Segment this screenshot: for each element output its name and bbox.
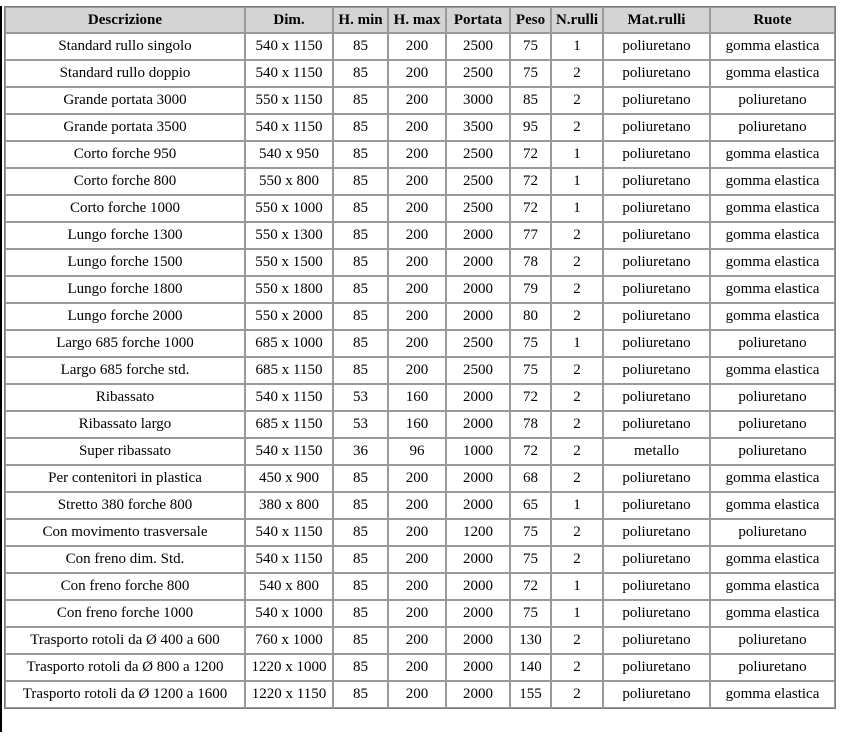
cell-h-min: 85 [333, 492, 388, 519]
cell-peso: 72 [510, 573, 551, 600]
cell-ruote: gomma elastica [710, 492, 835, 519]
cell-descrizione: Lungo forche 1300 [5, 222, 245, 249]
cell-peso: 75 [510, 330, 551, 357]
cell-mat-rulli: poliuretano [603, 384, 710, 411]
cell-peso: 140 [510, 654, 551, 681]
column-header-ruote: Ruote [710, 7, 835, 33]
cell-ruote: gomma elastica [710, 249, 835, 276]
cell-peso: 75 [510, 357, 551, 384]
cell-mat-rulli: poliuretano [603, 195, 710, 222]
cell-descrizione: Corto forche 1000 [5, 195, 245, 222]
cell-dim: 550 x 1000 [245, 195, 333, 222]
column-header-mat-rulli: Mat.rulli [603, 7, 710, 33]
cell-dim: 550 x 1500 [245, 249, 333, 276]
cell-h-min: 36 [333, 438, 388, 465]
cell-h-max: 200 [388, 33, 446, 60]
table-row [5, 276, 835, 303]
cell-n-rulli: 2 [551, 519, 603, 546]
cell-h-max: 200 [388, 60, 446, 87]
cell-descrizione: Super ribassato [5, 438, 245, 465]
cell-dim: 540 x 1150 [245, 438, 333, 465]
table-row [5, 384, 835, 411]
cell-portata: 3500 [446, 114, 510, 141]
cell-peso: 72 [510, 438, 551, 465]
cell-dim: 550 x 800 [245, 168, 333, 195]
cell-portata: 2000 [446, 492, 510, 519]
cell-h-max: 200 [388, 600, 446, 627]
cell-portata: 2500 [446, 357, 510, 384]
cell-ruote: gomma elastica [710, 168, 835, 195]
cell-n-rulli: 2 [551, 546, 603, 573]
cell-descrizione: Trasporto rotoli da Ø 400 a 600 [5, 627, 245, 654]
cell-portata: 3000 [446, 87, 510, 114]
cell-portata: 2000 [446, 627, 510, 654]
cell-dim: 685 x 1150 [245, 357, 333, 384]
cell-ruote: gomma elastica [710, 600, 835, 627]
cell-ruote: poliuretano [710, 384, 835, 411]
cell-ruote: gomma elastica [710, 546, 835, 573]
cell-ruote: poliuretano [710, 627, 835, 654]
cell-dim: 685 x 1150 [245, 411, 333, 438]
cell-h-min: 85 [333, 600, 388, 627]
table-row [5, 114, 835, 141]
cell-peso: 68 [510, 465, 551, 492]
column-header-n-rulli: N.rulli [551, 7, 603, 33]
cell-descrizione: Corto forche 950 [5, 141, 245, 168]
cell-n-rulli: 1 [551, 600, 603, 627]
cell-descrizione: Trasporto rotoli da Ø 800 a 1200 [5, 654, 245, 681]
cell-peso: 80 [510, 303, 551, 330]
cell-descrizione: Per contenitori in plastica [5, 465, 245, 492]
table-row [5, 546, 835, 573]
cell-ruote: poliuretano [710, 330, 835, 357]
table-row [5, 87, 835, 114]
cell-n-rulli: 2 [551, 249, 603, 276]
cell-mat-rulli: poliuretano [603, 465, 710, 492]
cell-h-min: 53 [333, 384, 388, 411]
table-row [5, 654, 835, 681]
cell-mat-rulli: poliuretano [603, 168, 710, 195]
cell-dim: 540 x 800 [245, 573, 333, 600]
cell-h-min: 85 [333, 654, 388, 681]
cell-descrizione: Con freno forche 1000 [5, 600, 245, 627]
cell-n-rulli: 1 [551, 33, 603, 60]
cell-portata: 1000 [446, 438, 510, 465]
left-edge-border [0, 6, 2, 732]
cell-dim: 540 x 1150 [245, 546, 333, 573]
cell-descrizione: Largo 685 forche std. [5, 357, 245, 384]
table-row [5, 519, 835, 546]
cell-dim: 450 x 900 [245, 465, 333, 492]
cell-dim: 540 x 1150 [245, 519, 333, 546]
cell-h-max: 200 [388, 546, 446, 573]
cell-n-rulli: 2 [551, 465, 603, 492]
table-row [5, 330, 835, 357]
cell-ruote: gomma elastica [710, 222, 835, 249]
cell-h-max: 200 [388, 222, 446, 249]
cell-mat-rulli: poliuretano [603, 573, 710, 600]
cell-h-max: 200 [388, 276, 446, 303]
cell-portata: 2000 [446, 600, 510, 627]
cell-dim: 550 x 1800 [245, 276, 333, 303]
cell-peso: 95 [510, 114, 551, 141]
cell-dim: 1220 x 1000 [245, 654, 333, 681]
cell-portata: 2500 [446, 168, 510, 195]
cell-descrizione: Trasporto rotoli da Ø 1200 a 1600 [5, 681, 245, 708]
cell-n-rulli: 1 [551, 330, 603, 357]
column-header-h-max: H. max [388, 7, 446, 33]
cell-n-rulli: 2 [551, 357, 603, 384]
cell-peso: 75 [510, 33, 551, 60]
column-header-h-min: H. min [333, 7, 388, 33]
cell-h-max: 160 [388, 411, 446, 438]
cell-h-max: 200 [388, 303, 446, 330]
cell-peso: 130 [510, 627, 551, 654]
cell-n-rulli: 2 [551, 222, 603, 249]
cell-n-rulli: 1 [551, 168, 603, 195]
cell-mat-rulli: poliuretano [603, 303, 710, 330]
cell-ruote: gomma elastica [710, 33, 835, 60]
table-row [5, 492, 835, 519]
table-row [5, 33, 835, 60]
cell-h-min: 85 [333, 168, 388, 195]
cell-mat-rulli: poliuretano [603, 600, 710, 627]
cell-dim: 380 x 800 [245, 492, 333, 519]
cell-dim: 540 x 950 [245, 141, 333, 168]
cell-peso: 72 [510, 195, 551, 222]
cell-h-min: 85 [333, 627, 388, 654]
cell-ruote: gomma elastica [710, 195, 835, 222]
cell-h-min: 85 [333, 357, 388, 384]
table-row [5, 141, 835, 168]
cell-h-max: 200 [388, 573, 446, 600]
cell-peso: 75 [510, 519, 551, 546]
cell-dim: 540 x 1150 [245, 114, 333, 141]
cell-n-rulli: 1 [551, 141, 603, 168]
cell-n-rulli: 2 [551, 438, 603, 465]
cell-n-rulli: 2 [551, 60, 603, 87]
cell-mat-rulli: poliuretano [603, 87, 710, 114]
cell-portata: 2000 [446, 465, 510, 492]
cell-ruote: gomma elastica [710, 573, 835, 600]
cell-peso: 79 [510, 276, 551, 303]
cell-n-rulli: 2 [551, 384, 603, 411]
cell-mat-rulli: poliuretano [603, 492, 710, 519]
cell-descrizione: Grande portata 3000 [5, 87, 245, 114]
cell-peso: 78 [510, 249, 551, 276]
cell-portata: 2000 [446, 546, 510, 573]
cell-h-max: 200 [388, 519, 446, 546]
cell-peso: 77 [510, 222, 551, 249]
cell-mat-rulli: poliuretano [603, 222, 710, 249]
cell-dim: 760 x 1000 [245, 627, 333, 654]
cell-mat-rulli: poliuretano [603, 519, 710, 546]
cell-peso: 75 [510, 546, 551, 573]
cell-h-min: 85 [333, 276, 388, 303]
table-header-row [5, 7, 835, 33]
cell-h-min: 85 [333, 114, 388, 141]
cell-peso: 78 [510, 411, 551, 438]
cell-ruote: gomma elastica [710, 357, 835, 384]
cell-descrizione: Ribassato largo [5, 411, 245, 438]
table-row [5, 627, 835, 654]
cell-h-min: 85 [333, 681, 388, 708]
cell-dim: 550 x 1150 [245, 87, 333, 114]
cell-portata: 2500 [446, 195, 510, 222]
cell-ruote: gomma elastica [710, 681, 835, 708]
cell-h-min: 85 [333, 60, 388, 87]
cell-n-rulli: 2 [551, 114, 603, 141]
cell-h-max: 200 [388, 465, 446, 492]
cell-mat-rulli: poliuretano [603, 114, 710, 141]
cell-mat-rulli: poliuretano [603, 627, 710, 654]
cell-dim: 685 x 1000 [245, 330, 333, 357]
cell-descrizione: Lungo forche 1500 [5, 249, 245, 276]
cell-peso: 72 [510, 141, 551, 168]
cell-portata: 2000 [446, 411, 510, 438]
cell-mat-rulli: poliuretano [603, 546, 710, 573]
column-header-dim: Dim. [245, 7, 333, 33]
cell-descrizione: Standard rullo singolo [5, 33, 245, 60]
cell-mat-rulli: poliuretano [603, 411, 710, 438]
cell-dim: 550 x 2000 [245, 303, 333, 330]
cell-mat-rulli: poliuretano [603, 357, 710, 384]
cell-mat-rulli: poliuretano [603, 681, 710, 708]
cell-portata: 2000 [446, 681, 510, 708]
cell-descrizione: Corto forche 800 [5, 168, 245, 195]
cell-h-min: 85 [333, 87, 388, 114]
cell-h-max: 200 [388, 681, 446, 708]
cell-descrizione: Con movimento trasversale [5, 519, 245, 546]
cell-n-rulli: 2 [551, 411, 603, 438]
cell-portata: 2000 [446, 276, 510, 303]
cell-ruote: gomma elastica [710, 465, 835, 492]
cell-h-max: 200 [388, 654, 446, 681]
cell-h-max: 96 [388, 438, 446, 465]
cell-h-max: 160 [388, 384, 446, 411]
cell-portata: 2000 [446, 249, 510, 276]
cell-ruote: poliuretano [710, 519, 835, 546]
cell-h-min: 85 [333, 195, 388, 222]
table-row [5, 222, 835, 249]
table-row [5, 168, 835, 195]
cell-ruote: gomma elastica [710, 141, 835, 168]
cell-descrizione: Largo 685 forche 1000 [5, 330, 245, 357]
cell-ruote: poliuretano [710, 114, 835, 141]
cell-peso: 155 [510, 681, 551, 708]
cell-h-min: 85 [333, 222, 388, 249]
cell-portata: 2000 [446, 303, 510, 330]
cell-n-rulli: 2 [551, 276, 603, 303]
cell-portata: 2500 [446, 141, 510, 168]
table-row [5, 465, 835, 492]
cell-h-min: 85 [333, 303, 388, 330]
cell-h-max: 200 [388, 330, 446, 357]
cell-h-min: 85 [333, 546, 388, 573]
cell-ruote: poliuretano [710, 87, 835, 114]
cell-portata: 2000 [446, 222, 510, 249]
cell-dim: 540 x 1150 [245, 384, 333, 411]
table-row [5, 411, 835, 438]
cell-portata: 2500 [446, 330, 510, 357]
column-header-descrizione: Descrizione [5, 7, 245, 33]
cell-peso: 72 [510, 384, 551, 411]
cell-h-min: 85 [333, 519, 388, 546]
cell-h-min: 85 [333, 465, 388, 492]
cell-n-rulli: 2 [551, 303, 603, 330]
cell-ruote: poliuretano [710, 654, 835, 681]
cell-h-min: 85 [333, 249, 388, 276]
cell-descrizione: Lungo forche 2000 [5, 303, 245, 330]
cell-dim: 540 x 1150 [245, 60, 333, 87]
cell-descrizione: Standard rullo doppio [5, 60, 245, 87]
cell-h-max: 200 [388, 87, 446, 114]
cell-descrizione: Con freno dim. Std. [5, 546, 245, 573]
cell-mat-rulli: poliuretano [603, 330, 710, 357]
cell-h-max: 200 [388, 114, 446, 141]
table-row [5, 249, 835, 276]
cell-dim: 540 x 1000 [245, 600, 333, 627]
cell-h-max: 200 [388, 357, 446, 384]
cell-peso: 75 [510, 60, 551, 87]
cell-ruote: gomma elastica [710, 303, 835, 330]
cell-dim: 550 x 1300 [245, 222, 333, 249]
cell-mat-rulli: poliuretano [603, 249, 710, 276]
cell-h-max: 200 [388, 492, 446, 519]
cell-n-rulli: 1 [551, 195, 603, 222]
cell-dim: 540 x 1150 [245, 33, 333, 60]
table-row [5, 195, 835, 222]
cell-h-max: 200 [388, 141, 446, 168]
cell-n-rulli: 2 [551, 627, 603, 654]
cell-portata: 2500 [446, 33, 510, 60]
cell-peso: 85 [510, 87, 551, 114]
table-body [5, 33, 835, 708]
cell-n-rulli: 2 [551, 681, 603, 708]
spec-table [4, 6, 836, 709]
cell-ruote: gomma elastica [710, 60, 835, 87]
cell-ruote: poliuretano [710, 438, 835, 465]
cell-descrizione: Stretto 380 forche 800 [5, 492, 245, 519]
cell-n-rulli: 1 [551, 573, 603, 600]
cell-ruote: gomma elastica [710, 276, 835, 303]
cell-mat-rulli: poliuretano [603, 60, 710, 87]
table-row [5, 357, 835, 384]
cell-peso: 65 [510, 492, 551, 519]
cell-h-min: 85 [333, 330, 388, 357]
cell-h-min: 85 [333, 141, 388, 168]
cell-h-min: 53 [333, 411, 388, 438]
table-row [5, 438, 835, 465]
cell-n-rulli: 1 [551, 492, 603, 519]
cell-peso: 75 [510, 600, 551, 627]
cell-descrizione: Lungo forche 1800 [5, 276, 245, 303]
table-row [5, 681, 835, 708]
table-row [5, 303, 835, 330]
column-header-peso: Peso [510, 7, 551, 33]
cell-portata: 2000 [446, 654, 510, 681]
column-header-portata: Portata [446, 7, 510, 33]
cell-portata: 2000 [446, 573, 510, 600]
cell-portata: 2500 [446, 60, 510, 87]
table-row [5, 60, 835, 87]
cell-h-min: 85 [333, 33, 388, 60]
cell-h-max: 200 [388, 249, 446, 276]
cell-mat-rulli: poliuretano [603, 33, 710, 60]
cell-mat-rulli: poliuretano [603, 141, 710, 168]
cell-n-rulli: 2 [551, 654, 603, 681]
table-row [5, 573, 835, 600]
cell-h-max: 200 [388, 627, 446, 654]
cell-portata: 2000 [446, 384, 510, 411]
cell-peso: 72 [510, 168, 551, 195]
cell-mat-rulli: poliuretano [603, 276, 710, 303]
cell-h-min: 85 [333, 573, 388, 600]
cell-h-max: 200 [388, 195, 446, 222]
cell-portata: 1200 [446, 519, 510, 546]
cell-h-max: 200 [388, 168, 446, 195]
cell-mat-rulli: poliuretano [603, 654, 710, 681]
cell-ruote: poliuretano [710, 411, 835, 438]
cell-mat-rulli: metallo [603, 438, 710, 465]
spec-table-container [4, 6, 836, 709]
cell-descrizione: Ribassato [5, 384, 245, 411]
cell-dim: 1220 x 1150 [245, 681, 333, 708]
cell-descrizione: Grande portata 3500 [5, 114, 245, 141]
table-row [5, 600, 835, 627]
cell-n-rulli: 2 [551, 87, 603, 114]
cell-descrizione: Con freno forche 800 [5, 573, 245, 600]
